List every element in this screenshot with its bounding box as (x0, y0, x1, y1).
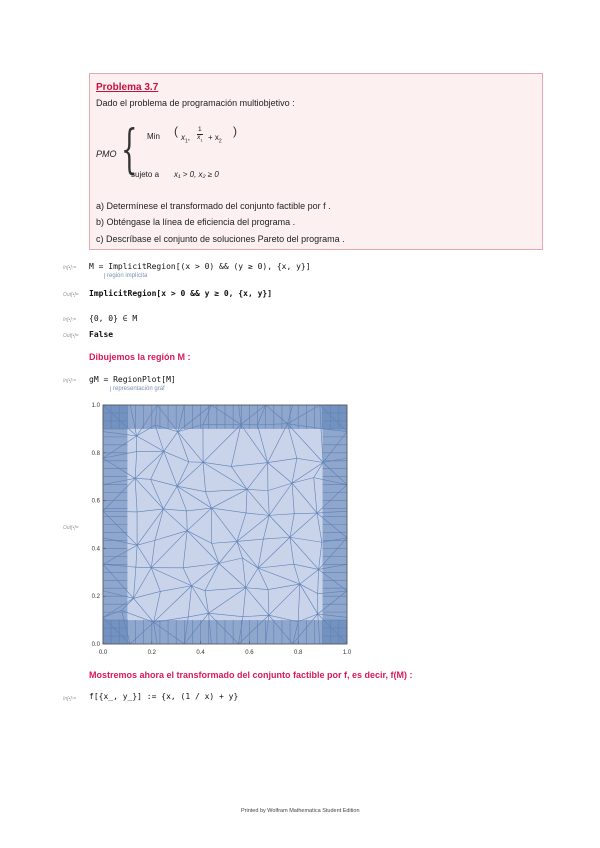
brace: { (121, 120, 138, 180)
in4-code[interactable]: f[{x_, y_}] := {x, (1 / x) + y} (89, 692, 239, 701)
objective-fraction: $\frac{1}{x_1}$ (197, 126, 203, 142)
out2-label: Out[•]= (63, 333, 79, 339)
out3-label: Out[•]= (63, 525, 79, 531)
in2-code[interactable]: {0, 0} ∈ M (89, 314, 138, 323)
in1-hint: región implícita (104, 273, 147, 279)
min-label: Min (147, 132, 160, 141)
footer-note: Printed by Wolfram Mathematica Student Edition (241, 808, 360, 814)
x-tick-label: 0.8 (294, 650, 303, 656)
item-b: b) Obténgase la línea de eficiencia del programa . (96, 217, 296, 227)
in3-hint: representación gráf (110, 386, 165, 392)
in3-label: In[•]:= (63, 378, 77, 384)
in3-code[interactable]: gM = RegionPlot[M] (89, 375, 176, 384)
item-c: c) Descríbase el conjunto de soluciones Pareto del programa . (96, 234, 345, 244)
x-tick-label: 1.0 (342, 650, 352, 656)
in1-code[interactable]: M = ImplicitRegion[(x > 0) && (y ≥ 0), {x, y}] (89, 262, 311, 271)
y-tick-label: 0.6 (91, 498, 100, 505)
y-tick-label: 0.8 (91, 450, 100, 457)
problem-title: Problema 3.7 (96, 82, 159, 93)
out1-code: ImplicitRegion[x > 0 && y ≥ 0, {x, y}] (89, 289, 273, 298)
objective-x2: + $x_2$ (208, 133, 222, 145)
x-tick-label: 0.2 (147, 650, 156, 656)
problem-box: Problema 3.7 Dado el problema de programación multiobjetivo : PMO { Min ( $x_1$, $\frac{1}{x_1}$ + $x_2$ ) sujeto a x₁ > 0, x₂ ≥ 0 a) Determínese el transformado del conjunto factible por f . b) Obténgase la línea de eficiencia del programa . c) Descríbase el conjunto de soluciones Pareto del programa . (89, 73, 543, 250)
in4-label: In[•]:= (63, 696, 77, 702)
out1-label: Out[•]= (63, 292, 79, 298)
region-plot (84, 400, 354, 662)
x-tick-label: 0.6 (245, 650, 254, 656)
section-heading-transform: Mostremos ahora el transformado del conjunto factible por f, es decir, f(M) : (89, 670, 413, 680)
in2-label: In[•]:= (63, 317, 77, 323)
y-tick-label: 0.4 (91, 546, 100, 553)
out2-code: False (89, 330, 114, 339)
subject-label: sujeto a (131, 170, 160, 179)
y-tick-label: 0.0 (91, 642, 100, 648)
x-tick-label: 0.0 (98, 650, 108, 656)
section-heading-region: Dibujemos la región M : (89, 352, 191, 362)
y-tick-label: 1.0 (91, 403, 100, 409)
pmo-label: PMO (96, 149, 117, 159)
item-a: a) Determínese el transformado del conjunto factible por f . (96, 201, 331, 211)
y-tick-label: 0.2 (91, 594, 100, 601)
in1-label: In[•]:= (63, 265, 77, 271)
x-tick-label: 0.4 (196, 650, 205, 656)
constraints: x₁ > 0, x₂ ≥ 0 (174, 170, 219, 179)
region-fill (103, 405, 347, 644)
problem-intro: Dado el problema de programación multiobjetivo : (96, 98, 295, 108)
objective-x1: $x_1$, (181, 133, 191, 145)
